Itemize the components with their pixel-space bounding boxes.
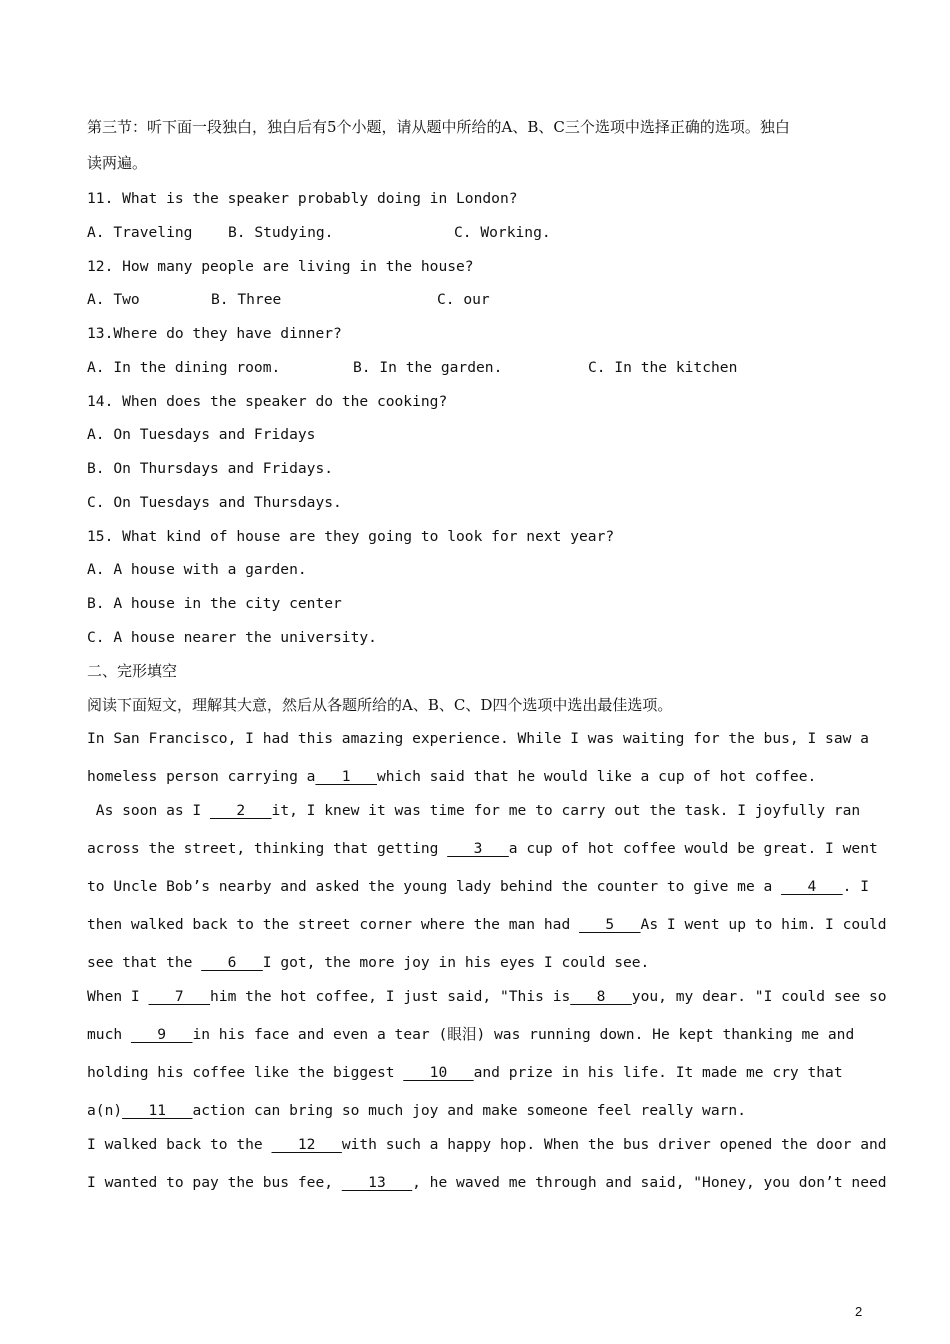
passage-text: which said that he would like a cup of hot coffee. xyxy=(376,768,817,785)
passage-text: to Uncle Bob’s nearby and asked the young lady behind the counter to give me a xyxy=(87,878,782,895)
passage-text: with such a happy hop. When the bus driver opened the door and xyxy=(341,1136,887,1153)
question-14-option-b: B. On Thursdays and Fridays. xyxy=(87,460,334,477)
passage-text: a(n) xyxy=(87,1102,123,1119)
passage-text: . I xyxy=(842,878,869,895)
passage-line xyxy=(87,916,887,934)
passage-text: much xyxy=(87,1026,131,1043)
passage-text: action can bring so much joy and make someone feel really warn. xyxy=(192,1102,746,1119)
question-15-stem: 15. What kind of house are they going to look for next year? xyxy=(87,528,615,545)
passage-text: holding his coffee like the biggest xyxy=(87,1064,404,1081)
passage-text: in his face and even a tear (眼泪) was running down. He kept thanking me and xyxy=(192,1026,855,1043)
blank-2: ___2___ xyxy=(210,802,272,819)
question-14-stem: 14. When does the speaker do the cooking? xyxy=(87,393,448,410)
question-15-option-b: B. A house in the city center xyxy=(87,595,342,612)
cloze-heading: 二、完形填空 xyxy=(87,662,178,680)
passage-text: , he waved me through and said, "Honey, you don’t need xyxy=(412,1174,887,1191)
question-11-option-c: C. Working. xyxy=(454,224,551,241)
passage-line xyxy=(87,878,869,896)
passage-text: As I went up to him. I could xyxy=(640,916,887,933)
question-14-option-a: A. On Tuesdays and Fridays xyxy=(87,426,316,443)
passage-text: it, I knew it was time for me to carry out the task. I joyfully ran xyxy=(271,802,861,819)
passage-text: see that the xyxy=(87,954,202,971)
blank-6: ___6___ xyxy=(201,954,263,971)
passage-line xyxy=(87,1136,887,1154)
passage-text: homeless person carrying a xyxy=(87,768,316,785)
blank-13: ___13___ xyxy=(341,1174,413,1191)
passage-text: a cup of hot coffee would be great. I went xyxy=(508,840,878,857)
passage-line xyxy=(87,768,816,786)
page-number: 2 xyxy=(855,1304,863,1319)
passage-text: him the hot coffee, I just said, "This is xyxy=(210,988,571,1005)
blank-11: ___11___ xyxy=(122,1102,193,1119)
question-11-stem: 11. What is the speaker probably doing in London? xyxy=(87,190,518,207)
passage-line xyxy=(87,1174,887,1192)
passage-text: across the street, thinking that getting xyxy=(87,840,448,857)
question-12-option-b: B. Three xyxy=(211,291,282,308)
blank-1: ___1___ xyxy=(315,768,377,785)
blank-8: ___8___ xyxy=(570,988,632,1005)
passage-text: you, my dear. "I could see so xyxy=(631,988,887,1005)
question-13-option-c: C. In the kitchen xyxy=(588,359,738,376)
blank-9: ___9___ xyxy=(130,1026,193,1043)
question-11-option-a: A. Traveling xyxy=(87,224,193,241)
question-12-option-a: A. Two xyxy=(87,291,140,308)
question-13-option-a: A. In the dining room. xyxy=(87,359,281,376)
passage-text: In San Francisco, I had this amazing experience. While I was waiting for the bus, I saw a xyxy=(87,730,869,747)
passage-text: I got, the more joy in his eyes I could see. xyxy=(262,954,650,971)
passage-line xyxy=(87,1064,843,1082)
section-instruction-line-2: 读两遍。 xyxy=(87,154,148,172)
passage-text: I walked back to the xyxy=(87,1136,272,1153)
question-13-option-b: B. In the garden. xyxy=(353,359,503,376)
blank-10: ___10___ xyxy=(403,1064,474,1081)
blank-5: ___5___ xyxy=(579,916,641,933)
passage-line xyxy=(87,730,869,748)
question-12-stem: 12. How many people are living in the house? xyxy=(87,258,474,275)
passage-text: When I xyxy=(87,988,149,1005)
cloze-instruction: 阅读下面短文，理解其大意，然后从各题所给的A、B、C、D四个选项中选出最佳选项。 xyxy=(87,696,673,714)
passage-line xyxy=(87,954,649,972)
passage-text: As soon as I xyxy=(87,802,211,819)
passage-line xyxy=(87,1026,854,1044)
passage-text: and prize in his life. It made me cry that xyxy=(473,1064,843,1081)
blank-4: ___4___ xyxy=(781,878,843,895)
question-12-option-c: C. our xyxy=(437,291,490,308)
question-13-stem: 13.Where do they have dinner? xyxy=(87,325,342,342)
passage-text: I wanted to pay the bus fee, xyxy=(87,1174,342,1191)
blank-3: ___3___ xyxy=(447,840,509,857)
section-instruction-line-1: 第三节：听下面一段独白，独白后有5个小题，请从题中所给的A、B、C三个选项中选择正确的选项。独白 xyxy=(87,118,790,136)
question-14-option-c: C. On Tuesdays and Thursdays. xyxy=(87,494,342,511)
passage-line xyxy=(87,988,887,1006)
question-15-option-a: A. A house with a garden. xyxy=(87,561,307,578)
passage-line xyxy=(87,802,860,820)
blank-12: ___12___ xyxy=(271,1136,342,1153)
passage-line xyxy=(87,840,878,858)
passage-line xyxy=(87,1102,746,1120)
question-15-option-c: C. A house nearer the university. xyxy=(87,629,377,646)
question-11-option-b: B. Studying. xyxy=(228,224,334,241)
passage-text: then walked back to the street corner where the man had xyxy=(87,916,580,933)
blank-7: ___7___ xyxy=(148,988,211,1005)
